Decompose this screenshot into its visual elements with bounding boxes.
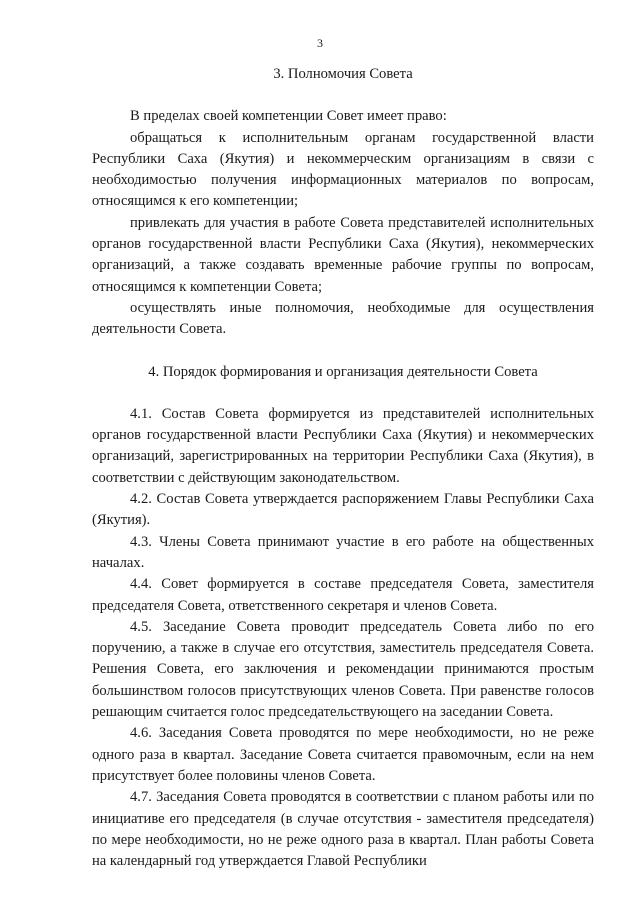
- section-4-paragraph: 4.6. Заседания Совета проводятся по мере необходимости, но не реже одного раза в квартал. Заседание Совета считается правомочным, если на нем присутствует более половины членов Совета.: [92, 725, 594, 784]
- section-4-paragraph: 4.2. Состав Совета утверждается распоряжением Главы Республики Саха (Якутия).: [92, 491, 594, 529]
- section-3-paragraph: обращаться к исполнительным органам государственной власти Республики Саха (Якутия) и некоммерческим организациям в связи с необходимостью получения информационных материалов по вопросам, относящимся к его компетенции;: [92, 129, 594, 210]
- section-3-paragraph: привлекать для участия в работе Совета представителей исполнительных органов государственной власти Республики Саха (Якутия), некоммерческих организаций, а также создавать временные рабочие группы по вопросам, относящимся к компетенции Совета;: [92, 214, 594, 295]
- section-3-paragraph: В пределах своей компетенции Совет имеет право:: [130, 108, 447, 125]
- section-3-heading: 3. Полномочия Совета: [273, 66, 413, 82]
- spacer: [92, 383, 594, 404]
- section-4-paragraph: 4.4. Совет формируется в составе председателя Совета, заместителя председателя Совета, ответственного секретаря и членов Совета.: [92, 576, 594, 614]
- section-4-paragraph: 4.3. Члены Совета принимают участие в его работе на общественных началах.: [92, 533, 594, 571]
- section-4-heading: 4. Порядок формирования и организация деятельности Совета: [148, 363, 538, 380]
- section-4-paragraph: 4.7. Заседания Совета проводятся в соответствии с планом работы или по инициативе его председателя (в случае отсутствия - заместителя председателя) по мере необходимости, но не реже одного раза в квартал. План работы Совета на календарный год утверждается Главой Республики: [92, 789, 594, 870]
- section-4-paragraph: 4.1. Состав Совета формируется из представителей исполнительных органов государственной власти Республики Саха (Якутия) и некоммерческих организаций, зарегистрированных на территории Республики Саха (Якутия), в соответствии с действующим законодательством.: [92, 405, 594, 486]
- section-3-paragraph: осуществлять иные полномочия, необходимые для осуществления деятельности Совета.: [92, 299, 594, 338]
- section-4-paragraph: 4.5. Заседание Совета проводит председатель Совета либо по его поручению, а также в случае его отсутствия, заместитель председателя Совета. Решения Совета, его заключения и рекомендации принимаются простым большинством голосов присутствующих членов Совета. При равенстве голосов решающим считается голос председательствующего на заседании Совета.: [92, 618, 594, 721]
- spacer: [92, 341, 594, 362]
- page-number: 3: [317, 36, 323, 50]
- document-body: [92, 64, 594, 872]
- spacer: [92, 85, 594, 106]
